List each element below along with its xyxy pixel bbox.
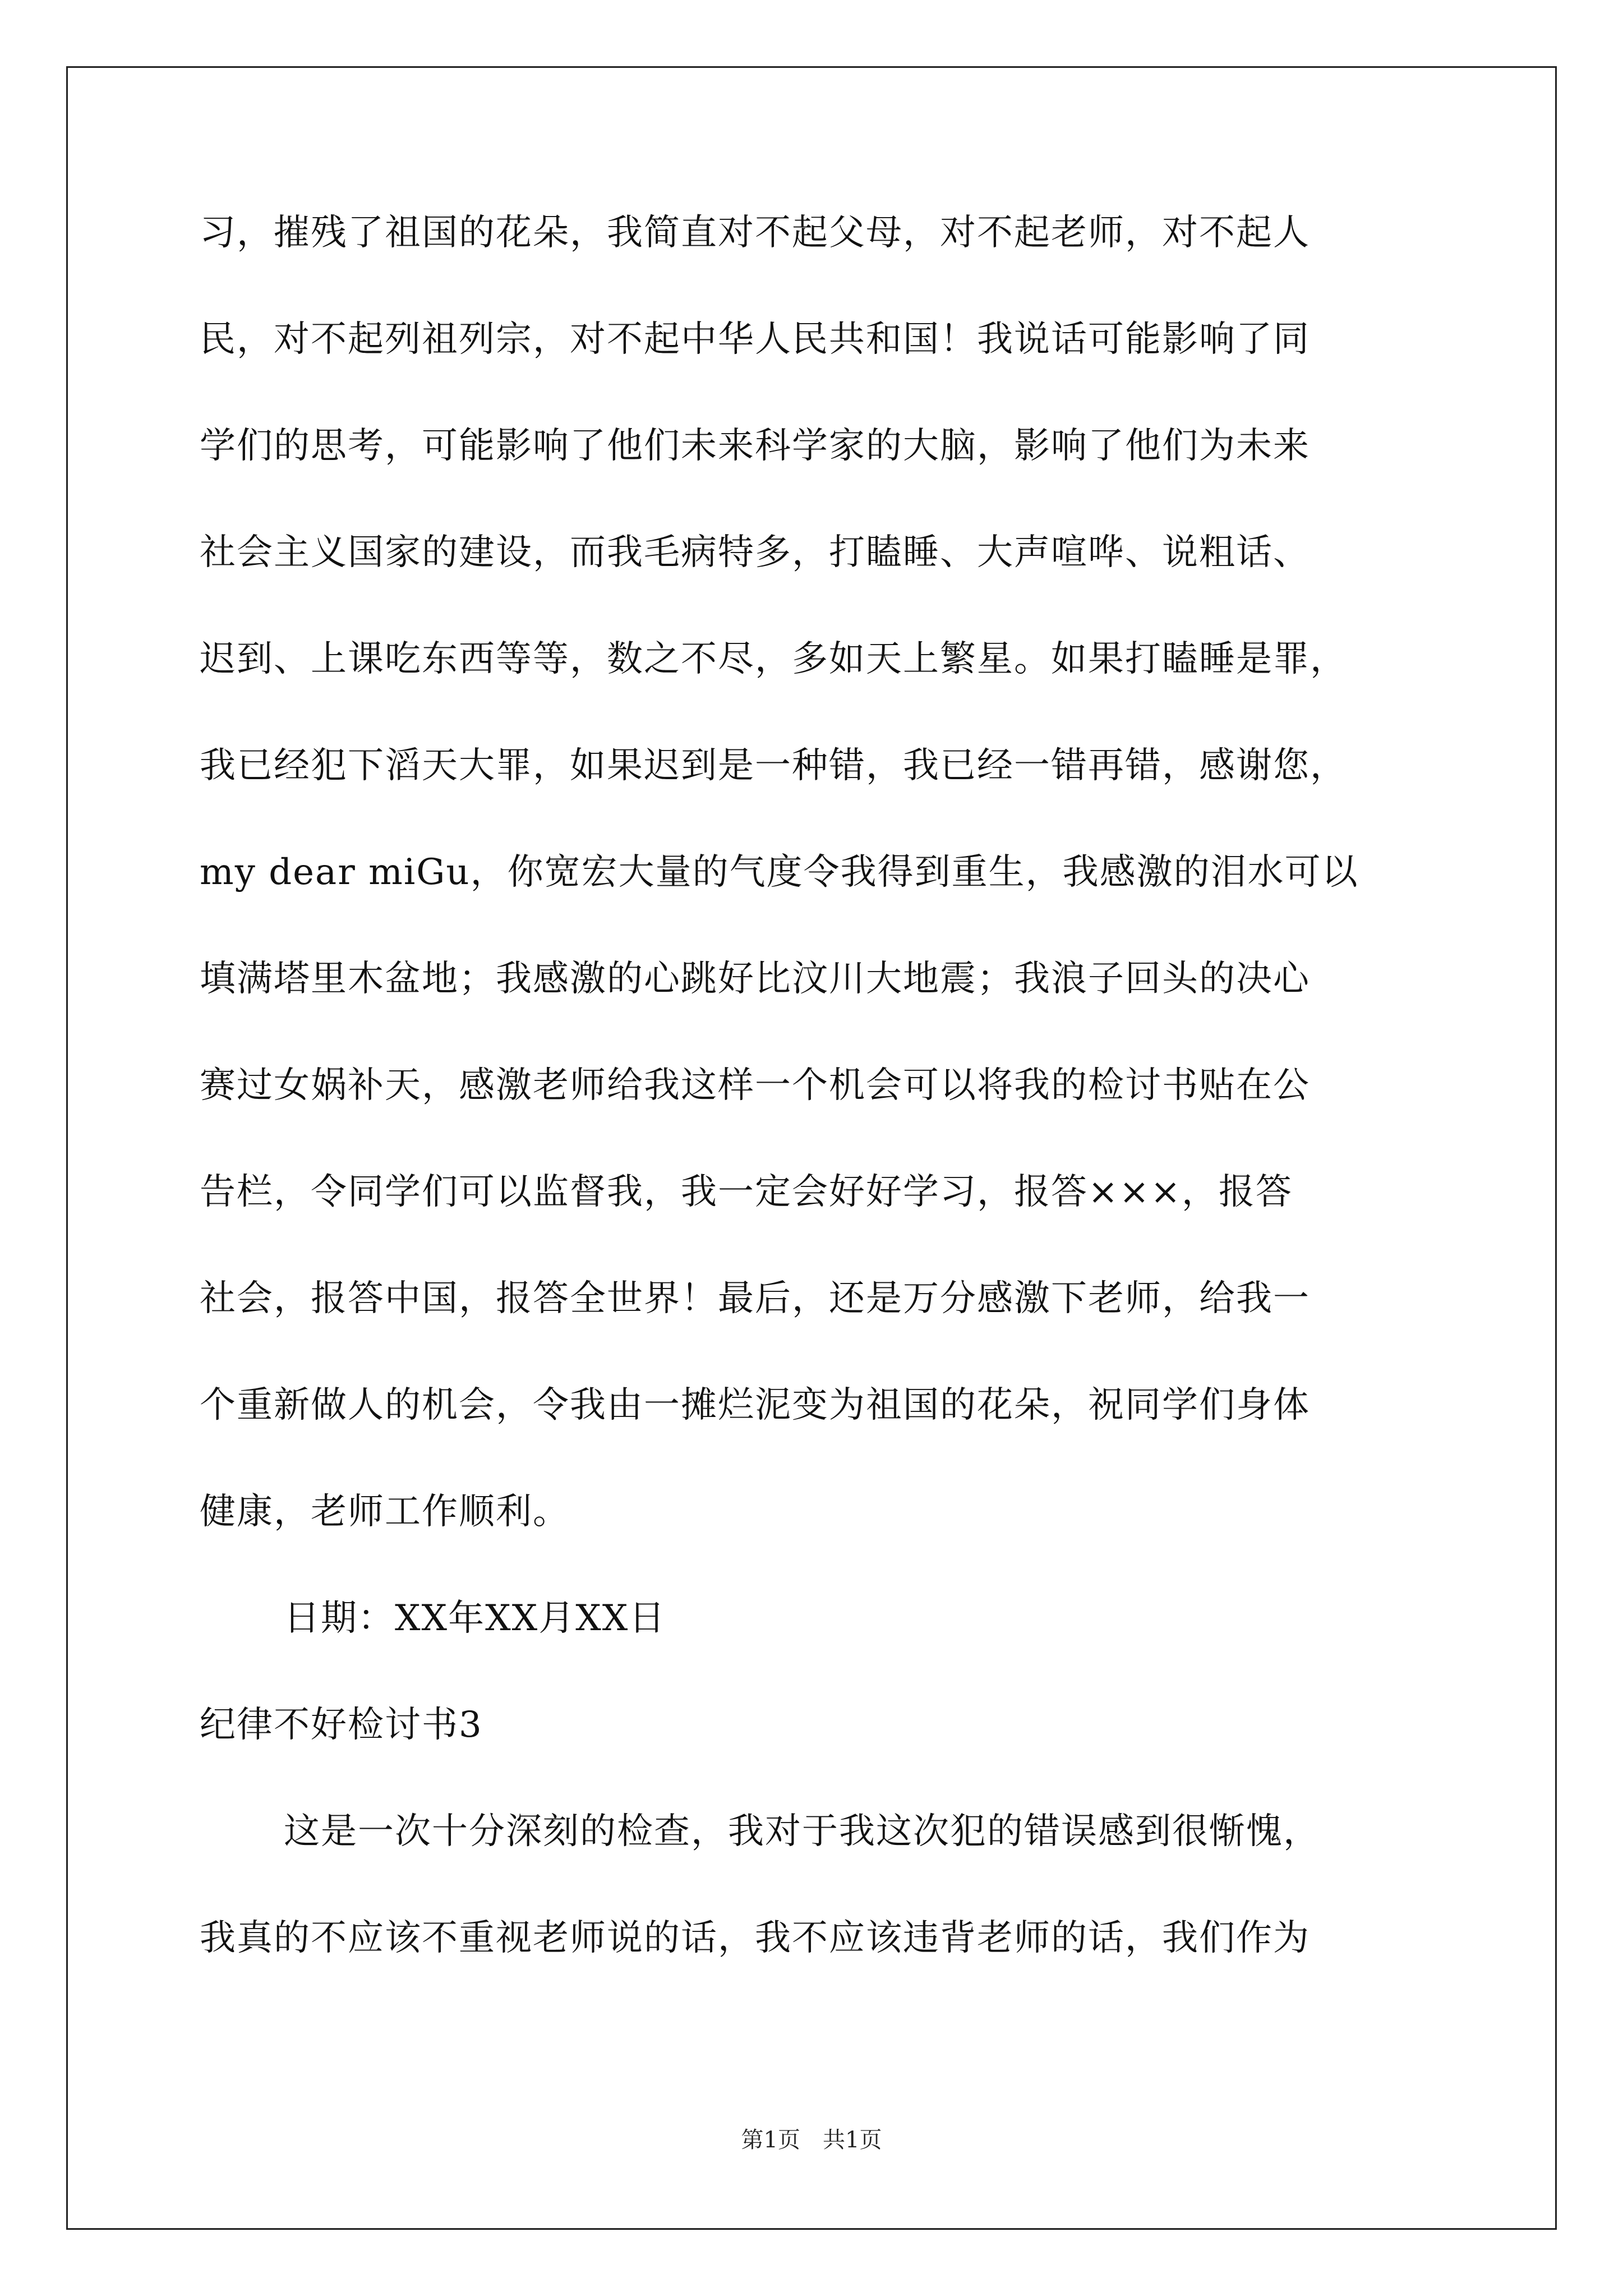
section-title: 纪律不好检讨书3 xyxy=(200,1704,483,1746)
body-line-13: 健康，老师工作顺利。 xyxy=(200,1491,570,1533)
date-line: 日期：XX年XX月XX日 xyxy=(284,1598,666,1639)
body-line-7: my dear miGu，你宽宏大量的气度令我得到重生，我感激的泪水可以 xyxy=(200,852,1359,893)
body-line-11: 社会，报答中国，报答全世界！最后，还是万分感激下老师，给我一 xyxy=(200,1278,1310,1319)
body-line-5: 迟到、上课吃东西等等，数之不尽，多如天上繁星。如果打瞌睡是罪， xyxy=(200,638,1347,680)
body-line-2: 民，对不起列祖列宗，对不起中华人民共和国！我说话可能影响了同 xyxy=(200,319,1310,360)
page-footer: 第1页 共1页 xyxy=(741,2127,882,2153)
body-line-12: 个重新做人的机会，令我由一摊烂泥变为祖国的花朵，祝同学们身体 xyxy=(200,1384,1310,1426)
body-line-10: 告栏，令同学们可以监督我，我一定会好好学习，报答×××，报答 xyxy=(200,1171,1293,1213)
section-line-1: 这是一次十分深刻的检查，我对于我这次犯的错误感到很惭愧， xyxy=(284,1811,1320,1852)
section-line-2: 我真的不应该不重视老师说的话，我不应该违背老师的话，我们作为 xyxy=(200,1917,1310,1959)
body-line-8: 填满塔里木盆地；我感激的心跳好比汶川大地震；我浪子回头的决心 xyxy=(200,958,1310,1000)
body-line-6: 我已经犯下滔天大罪，如果迟到是一种错，我已经一错再错，感谢您， xyxy=(200,745,1347,786)
body-line-4: 社会主义国家的建设，而我毛病特多，打瞌睡、大声喧哗、说粗话、 xyxy=(200,532,1310,573)
body-line-3: 学们的思考，可能影响了他们未来科学家的大脑，影响了他们为未来 xyxy=(200,425,1310,467)
page-border xyxy=(66,66,1557,2230)
body-line-1: 习，摧残了祖国的花朵，我简直对不起父母，对不起老师，对不起人 xyxy=(200,212,1310,254)
body-line-9: 赛过女娲补天，感激老师给我这样一个机会可以将我的检讨书贴在公 xyxy=(200,1065,1310,1106)
